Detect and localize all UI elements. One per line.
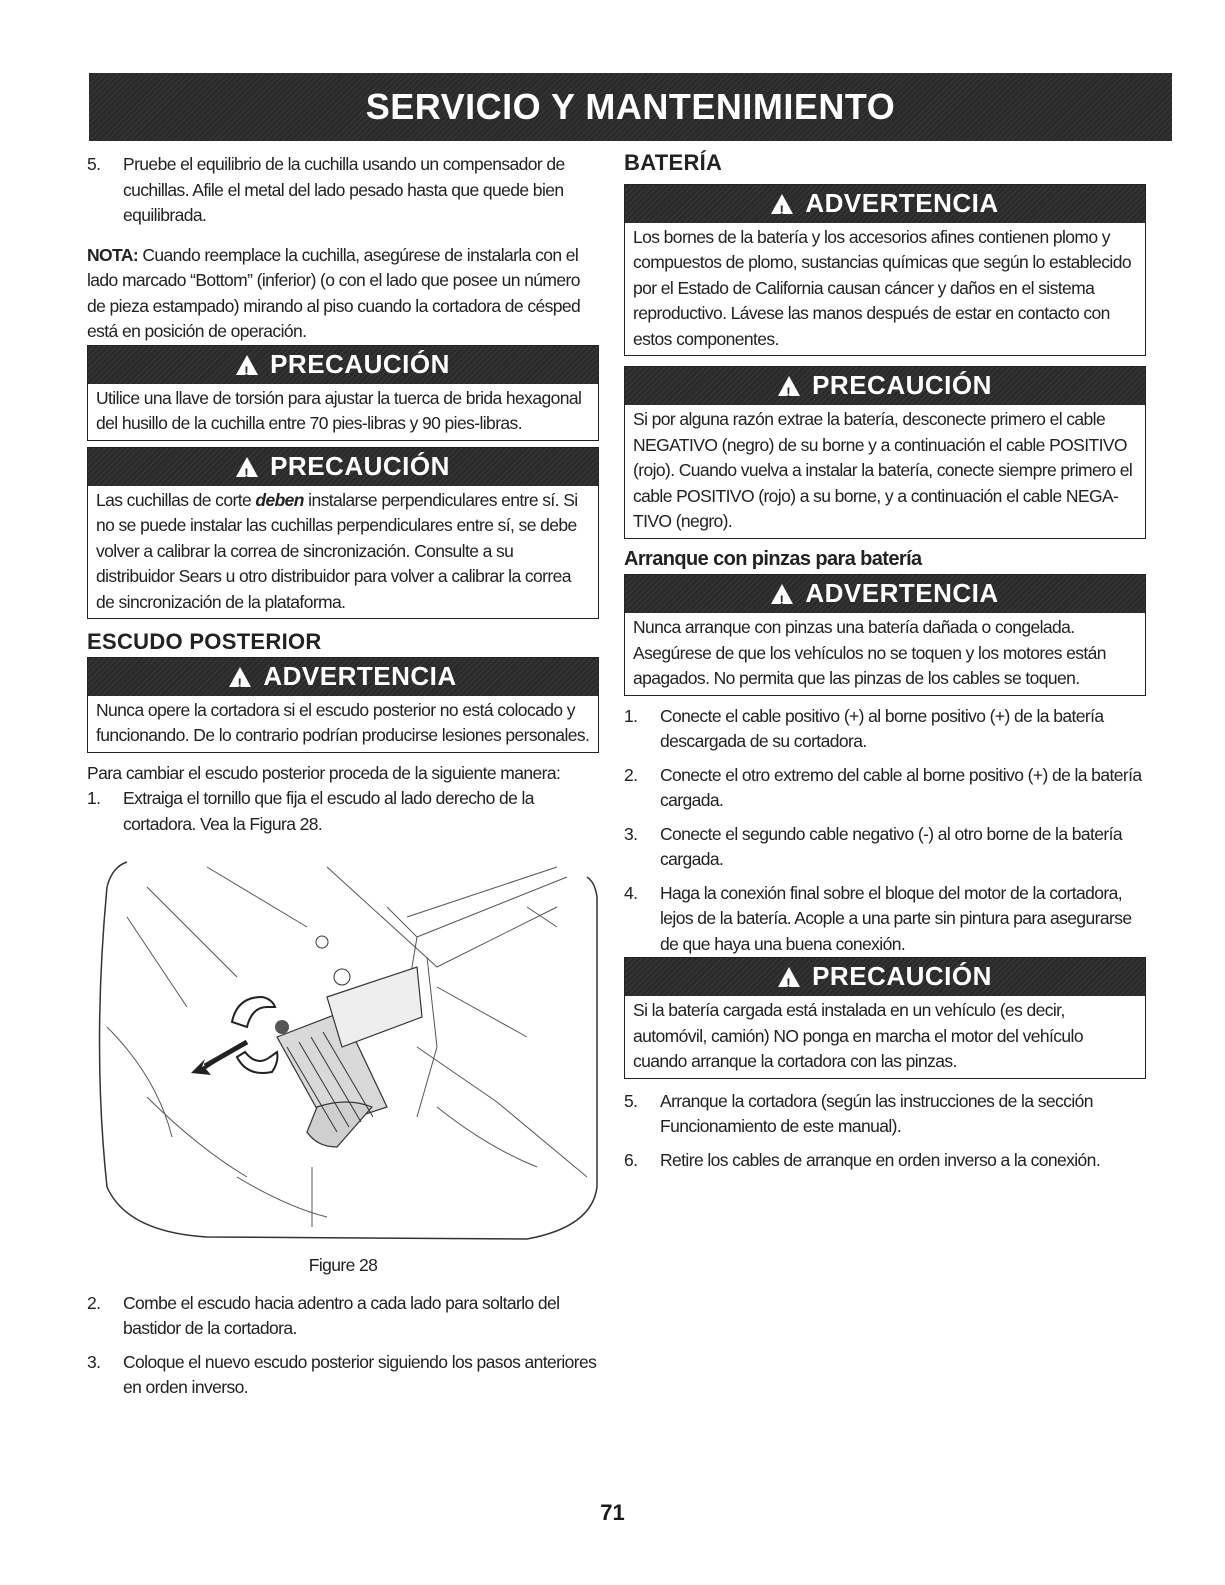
caution-box-vehicle: ! PRECAUCIÓN Si la batería cargada está instalada en un vehículo (es decir, automóvil, camión) NO ponga en marcha el motor del vehículo cuando arranque la cortadora con las pinzas. — [624, 957, 1146, 1079]
warning-box-jump-start: ! ADVERTENCIA Nunca arranque con pinzas una batería dañada o congelada. Asegúrese de que los vehículos no se toquen y los motores están apagados. No permita que las pinzas de los cables se toquen. — [624, 574, 1146, 696]
left-column — [87, 152, 599, 1401]
jump-step-2: 2. Conecte el otro extremo del cable al borne positivo (+) de la batería cargada. — [624, 764, 1142, 810]
rear-shield-step-1: 1. Extraiga el tornillo que fija el escudo al lado derecho de la cortadora. Vea la Figura 28. — [87, 788, 534, 834]
jump-step-4: 4. Haga la conexión final sobre el bloque del motor de la cortadora, lejos de la batería. Acople a una parte sin pintura para asegurarse de que haya una buena conexión. — [624, 882, 1132, 954]
warning-box-battery-lead: ! ADVERTENCIA Los bornes de la batería y los accesorios afines contienen plomo y compuestos de plomo, sustancias químicas que según lo establecido por el Estado de California causan cáncer y daños en el sistema reproductivo. Lávese las manos después de estar en contacto con estos componentes. — [624, 184, 1146, 357]
blade-note: NOTA: Cuando reemplace la cuchilla, asegúrese de instalarla con el lado marcado “Bottom” (inferior) (o con el lado que posee un número de pieza estampado) mirando al piso cuando la cortadora de césped está en posición de operación. — [87, 244, 581, 341]
jump-step-1: 1. Conecte el cable positivo (+) al borne positivo (+) de la batería descargada de su cortadora. — [624, 705, 1104, 751]
blade-step-5: 5. Pruebe el equilibrio de la cuchilla usando un compensador de cuchillas. Afile el metal del lado pesado hasta que quede bien equilibrada. — [87, 154, 565, 225]
rear-shield-intro: Para cambiar el escudo posterior proceda de la siguiente manera: — [87, 762, 561, 783]
warning-triangle-icon — [771, 194, 793, 214]
section-title-rear-shield: ESCUDO POSTERIOR — [87, 629, 322, 654]
warning-triangle-icon — [778, 376, 800, 396]
right-column — [624, 150, 1146, 1173]
figure-28-illustration — [87, 847, 599, 1247]
caution-box-blades: ! PRECAUCIÓN Las cuchillas de corte deben instalarse perpendiculares entre sí. Si no se puede instalar las cuchillas perpendiculares entre sí, se debe volver a calibrar la correa de sincronización. Consulte a su distribuidor Sears u otro distribuidor para volver a calibrar la correa de sincronización de la plataforma. — [87, 447, 599, 620]
figure-caption: Figure 28 — [308, 1255, 378, 1275]
warning-box-rear-shield: ! ADVERTENCIA Nunca opere la cortadora si el escudo posterior no está colocado y funcionando. De lo contrario podrían producirse lesiones personales. — [87, 657, 599, 753]
page-title: SERVICIO Y MANTENIMIENTO — [365, 86, 896, 127]
section-title-battery: BATERÍA — [624, 150, 723, 175]
warning-triangle-icon — [236, 355, 258, 375]
rear-shield-step-3: 3. Coloque el nuevo escudo posterior siguiendo los pasos anteriores en orden inverso. — [87, 1351, 597, 1397]
section-title-jump-start: Arranque con pinzas para batería — [624, 547, 922, 570]
rear-shield-step-2: 2. Combe el escudo hacia adentro a cada lado para soltarlo del bastidor de la cortadora. — [87, 1292, 560, 1338]
jump-start-steps — [624, 704, 1146, 958]
rear-shield-diagram — [87, 847, 599, 1247]
caution-box-torque: ! PRECAUCIÓN Utilice una llave de torsión para ajustar la tuerca de brida hexagonal del husillo de la cuchilla entre 70 pies-libras y 90 pies-libras. — [87, 345, 599, 441]
jump-step-5: 5. Arranque la cortadora (según las instrucciones de la sección Funcionamiento de este manual). — [624, 1090, 1093, 1136]
warning-triangle-icon — [236, 457, 258, 477]
warning-triangle-icon — [771, 584, 793, 604]
warning-triangle-icon — [229, 667, 251, 687]
warning-triangle-icon — [778, 967, 800, 987]
jump-step-3: 3. Conecte el segundo cable negativo (-) al otro borne de la batería cargada. — [624, 823, 1123, 869]
caution-box-battery-removal: ! PRECAUCIÓN Si por alguna razón extrae la batería, desconecte primero el cable NEGATIVO (negro) de su borne y a continuación el cable POSITIVO (rojo). Cuando vuelva a instalar la batería, conecte siempre primero el cable POSITIVO (rojo) a su borne, y a continuación el cable NEGA-TIVO (negro). — [624, 366, 1146, 539]
page-number: 71 — [600, 1500, 625, 1525]
jump-step-6: 6. Retire los cables de arranque en orden inverso a la conexión. — [624, 1149, 1101, 1170]
page-header-banner — [89, 73, 1172, 141]
